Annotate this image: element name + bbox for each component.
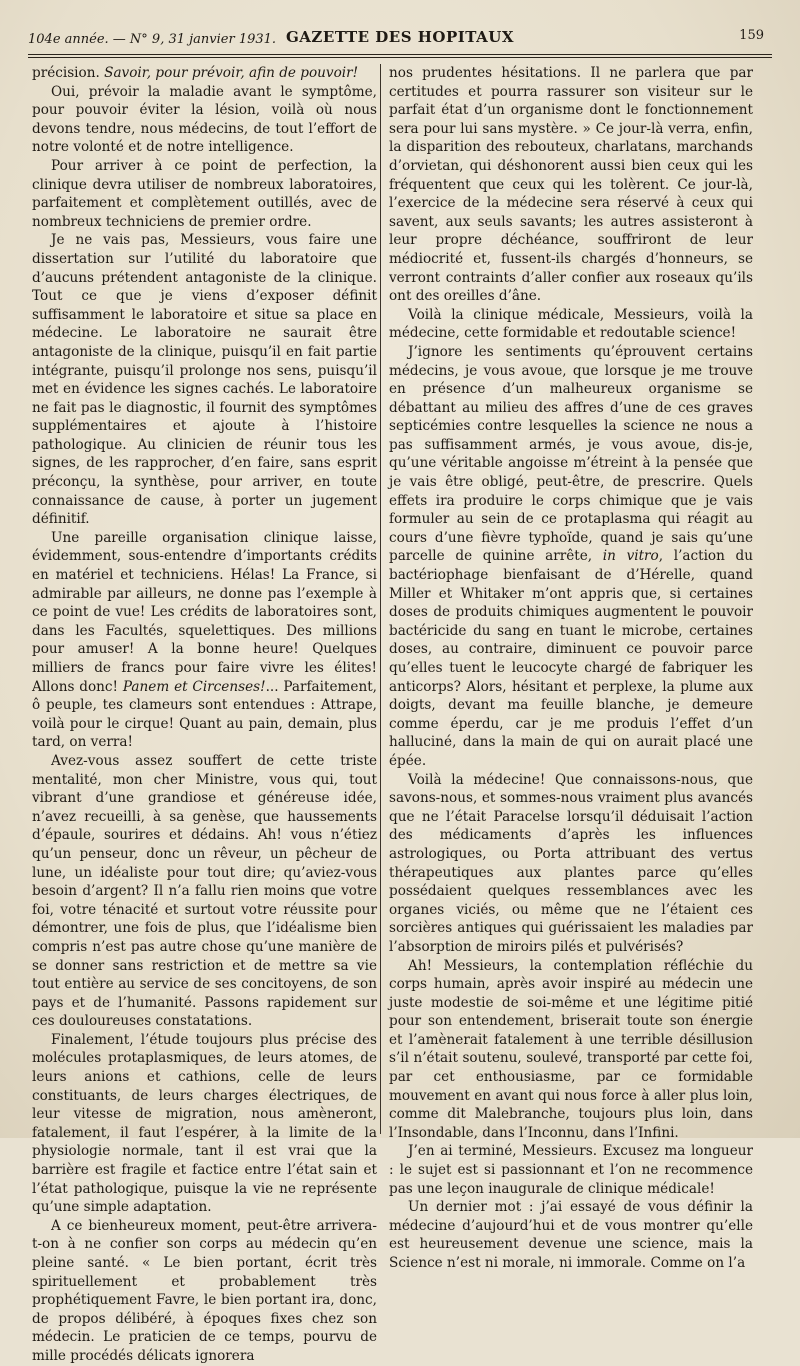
paragraph [32, 157, 377, 231]
text-run: Un dernier mot : j’ai essayé de vous définir la médecine d’aujourd’hui et de vous montrer qu’elle est heureusement devenue une science, mais la Science n’est ni morale, ni immorale. Comme on l’a [389, 1199, 753, 1271]
paragraph [32, 1217, 377, 1366]
text-run: Une pareille organisation clinique laisse, évidemment, sous-entendre d’importants crédits en matériel et techniciens. Hélas! La France, si admirable par ailleurs, ne donne pas l’exemple à ce point de vue! Les crédits de laboratoires sont, dans les Facultés, squelettiques. Des millions pour amuser! A la bonne heure! Quelques milliers de francs pour faire vivre les élites! Allons donc! [32, 529, 377, 695]
paragraph [32, 64, 377, 83]
paragraph [389, 343, 753, 771]
text-run: Voilà la clinique médicale, Messieurs, voilà la médecine, cette formidable et redoutable science! [389, 306, 753, 342]
paragraph [389, 64, 753, 306]
paragraph [32, 83, 377, 157]
text-run: Finalement, l’étude toujours plus précise des molécules protaplasmiques, de leurs atomes, de leurs anions et cathions, celle de leurs constituants, de leurs charges électriques, de leur vitesse de migration, nous amèneront, fatalement, il faut l’espérer, à la limite de la physiologie normale, tant il est vrai que la barrière est fragile et factice entre l’état sain et l’état pathologique, puisque la vie ne représente qu’une simple adaptation. [32, 1031, 377, 1216]
paragraph [32, 529, 377, 752]
text-run: A ce bienheureux moment, peut-être arrivera-t-on à ne confier son corps au médecin qu’en pleine santé. « Le bien portant, écrit très spirituellement et probablement très prophétiquement Favre, le bien portant ira, donc, de propos délibéré, à époques fixes chez son médecin. Le praticien de ce temps, pourvu de mille procédés délicats ignorera [32, 1217, 377, 1364]
paragraph [389, 957, 753, 1143]
issue-line: 104e année. — N° 9, 31 janvier 1931. [28, 32, 277, 47]
page-header [28, 22, 772, 52]
text-run: Voilà la médecine! Que connaissons-nous, que savons-nous, et sommes-nous vraiment plus avancés que ne l’était Paracelse lorsqu’il déduisait l’action des médicaments d’après les influences astrologiques, ou Porta attribuant des vertus thérapeutiques aux plantes parce qu’elles possédaient quelques ressemblances avec les organes viciés, ou même que ne l’étaient ces sorcières antiques qui guérissaient les maladies par l’absorption de miroirs pilés et pulvérisés? [389, 771, 753, 955]
paragraph [389, 771, 753, 957]
text-run: J’ignore les sentiments qu’éprouvent certains médecins, je vous avoue, que lorsque je me trouve en présence d’un malheureux organisme se débattant au milieu des affres d’une de ces graves septicémies contre lesquelles la science ne nous a pas suffisamment armés, je vous avoue, dis-je, qu’une véritable angoisse m’étreint à la pensée que je vais être obligé, peut-être, de prescrire. Quels effets ira produire le corps chimique que je vais formuler au sein de ce protaplasma qui réagit au cours d’une fièvre typhoïde, quand je sais qu’une parcelle de quinine arrête, [389, 343, 753, 565]
text-run: Avez-vous assez souffert de cette triste mentalité, mon cher Ministre, vous qui, tout vibrant d’une grandiose et généreuse idée, n’avez recueilli, à sa genèse, que haussements d’épaule, sourires et dédains. Ah! vous n’étiez qu’un penseur, donc un rêveur, un pêcheur de lune, un idéaliste pour tout dire; qu’aviez-vous besoin d’argent? Il n’a fallu rien moins que votre foi, votre ténacité et surtout votre réussite pour démontrer, une fois de plus, que l’idéalisme bien compris n’est pas autre chose qu’une manière de se donner sans restriction et de mettre sa vie tout entière au service de ses concitoyens, de son pays et de l’humanité. Passons rapidement sur ces douloureuses constatations. [32, 752, 377, 1030]
italic-text: in vitro [602, 548, 659, 565]
text-run: nos prudentes hésitations. Il ne parlera que par certitudes et pourra rassurer son visiteur sur le parfait état d’un organisme dont le fonctionnement sera pour lui sans mystère. » Ce jour-là verra, enfin, la disparition des rebouteux, charlatans, marchands d’orvietan, qui déshonorent aussi bien ceux qui les fréquentent que ceux qui les tolèrent. Ce jour-là, l’exercice de la médecine sera réservé à ceux qui savent, aux seuls savants; les autres assisteront à leur propre déchéance, souffriront de leur médiocrité et, fussent-ils chargés d’honneurs, se verront contraints d’aller confier aux roseaux qu’ils ont des oreilles d’âne. [389, 65, 753, 305]
text-run: Je ne vais pas, Messieurs, vous faire une dissertation sur l’utilité du laboratoire que d’aucuns prétendent antagoniste de la clinique. Tout ce que je viens d’exposer définit suffisamment le laboratoire et situe sa place en médecine. Le laboratoire ne saurait être antagoniste de la clinique, puisqu’il en fait partie intégrante, puisqu’il prolonge nos sens, puisqu’il met en évidence les signes cachés. Le laboratoire ne fait pas le diagnostic, il fournit des symptômes supplémentaires et ajoute à l’histoire pathologique. Au clinicien de réunir tous les signes, de les rapprocher, d’en faire, sans esprit préconçu, la synthèse, pour arriver, en toute connaissance de cause, à porter un jugement définitif. [32, 232, 377, 528]
page-number: 159 [739, 28, 764, 43]
paragraph [32, 231, 377, 529]
right-column [389, 64, 753, 1271]
text-run: J’en ai terminé, Messieurs. Excusez ma longueur : le sujet est si passionnant et l’on ne recommence pas une leçon inaugurale de clinique médicale! [389, 1143, 753, 1197]
journal-title: GAZETTE DES HOPITAUX [285, 28, 514, 46]
header-rule-double [28, 57, 772, 58]
italic-text: Savoir, pour prévoir, afin de pouvoir! [104, 65, 359, 81]
text-run: Oui, prévoir la maladie avant le symptôme, pour pouvoir éviter la lésion, voilà où nous devons tendre, nous médecins, de tout l’effort de notre volonté et de notre intelligence. [32, 83, 377, 156]
column-divider [380, 64, 381, 1134]
paragraph [32, 752, 377, 1031]
text-run: , l’action du bactériophage bienfaisant de d’Hérelle, quand Miller et Whitaker m’ont appris que, si certaines doses de produits chimiques augmentent le pouvoir bactéricide du sang en tuant le microbe, certaines doses, au contraire, diminuent ce pouvoir parce qu’elles tuent le leucocyte chargé de fabriquer les anticorps? Alors, hésitant et perplexe, la plume aux doigts, devant ma feuille blanche, je demeure comme éperdu, car je me produis l’effet d’un halluciné, dans la main de qui on aurait placé une épée. [389, 548, 753, 769]
paragraph [389, 1142, 753, 1198]
left-column [32, 64, 377, 1364]
text-run: Pour arriver à ce point de perfection, la clinique devra utiliser de nombreux laboratoires, parfaitement et complètement outillés, avec de nombreux techniciens de premier ordre. [32, 157, 377, 230]
paragraph [389, 306, 753, 343]
text-run: précision. [32, 65, 105, 81]
header-rule [28, 54, 772, 55]
paragraph [389, 1198, 753, 1272]
paragraph [32, 1031, 377, 1217]
italic-text: Panem et Circenses! [122, 678, 266, 695]
text-run: ... Parfaitement, ô peuple, tes clameurs sont entendues : Attrape, voilà pour le cirque! Quant au pain, demain, plus tard, on verra! [32, 678, 377, 751]
text-run: Ah! Messieurs, la contemplation réfléchie du corps humain, après avoir inspiré au médecin une juste modestie de soi-même et une légitime pitié pour son entendement, briserait toute son énergie et l’amènerait fatalement à une terrible désillusion s’il n’était soutenu, soulevé, transporté par cette foi, par cet enthousiasme, par ce formidable mouvement en avant qui nous force à aller plus loin, comme dit Malebranche, toujours plus loin, dans l’Insondable, dans l’Inconnu, dans l’Infini. [389, 957, 753, 1141]
